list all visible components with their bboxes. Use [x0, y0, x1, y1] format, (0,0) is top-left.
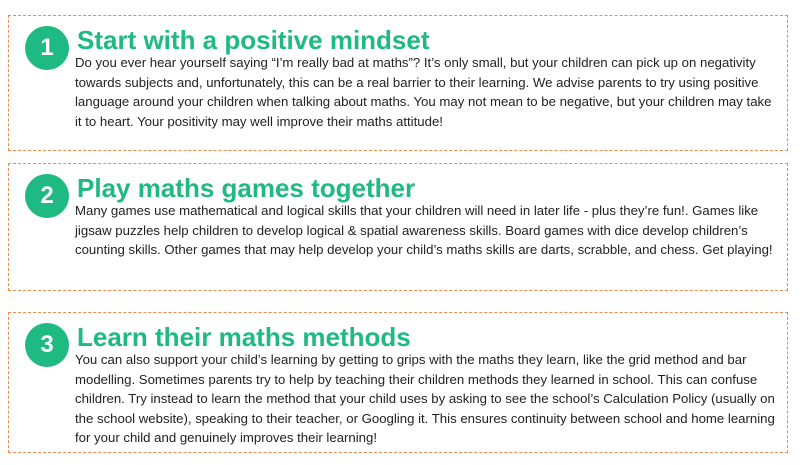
tip-card-maths-games: [8, 163, 788, 291]
tip-card-maths-methods: [8, 312, 788, 453]
tip-title: Learn their maths methods: [77, 322, 411, 352]
tip-title: Play maths games together: [77, 173, 416, 203]
tip-body: You can also support your child’s learning by getting to grips with the maths they learn, like the grid method and bar modelling. Sometimes parents try to help by teaching their children methods they learned in school. This can confuse children. Try instead to learn the method that your child uses by asking to see the school’s Calculation Policy (usually on the school website), speaking to their teacher, or Googling it. This ensures continuity between school and home learning for your child and genuinely improves their learning!: [75, 352, 775, 445]
tip-number-badge: 2: [25, 174, 69, 218]
tip-title: Start with a positive mindset: [77, 25, 430, 55]
tip-body: Many games use mathematical and logical skills that your children will need in later life - plus they’re fun!. Games like jigsaw puzzles help children to develop logical & spatial awareness skills. Board games with dice develop children’s counting skills. Other games that may help develop your child’s maths skills are darts, scrabble, and chess. Get playing!: [75, 203, 773, 257]
tip-number-badge: 1: [25, 26, 69, 70]
tip-body: Do you ever hear yourself saying “I’m really bad at maths”? It’s only small, but your children can pick up on negativity towards subjects and, unfortunately, this can be a real barrier to their learning. We advise parents to try using positive language around your children when talking about maths. You may not mean to be negative, but your children may take it to heart. Your positivity may well improve their maths attitude!: [75, 55, 772, 129]
tip-card-positive-mindset: [8, 15, 788, 151]
tip-number-badge: 3: [25, 323, 69, 367]
